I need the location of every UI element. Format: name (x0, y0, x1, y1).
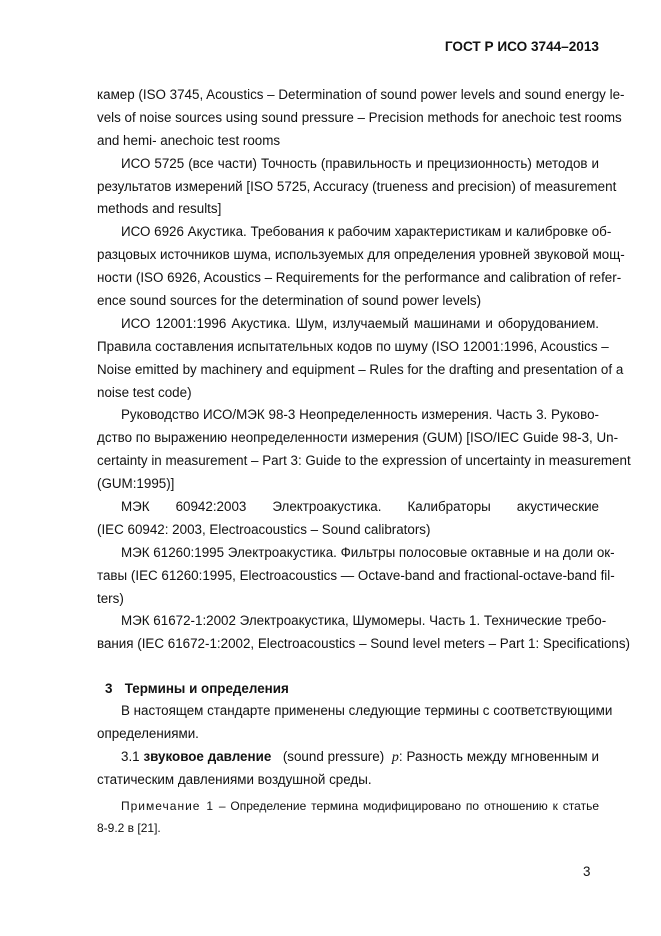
reference-line: (IEC 60942: 2003, Electroacoustics – Sound calibrators) (97, 521, 431, 537)
reference-line: МЭК 60942:2003 Электроакустика. Калибраторы акустические (121, 499, 599, 515)
reference-line: МЭК 61260:1995 Электроакустика. Фильтры полосовые октавные и на доли ок- (121, 544, 615, 560)
reference-line: разцовых источников шума, используемых для определения уровней звуковой мощ- (97, 247, 625, 263)
document-body (97, 84, 631, 839)
reference-line: ИСО 12001:1996 Акустика. Шум, излучаемый машинами и оборудованием. (121, 315, 599, 331)
note-cont: 8-9.2 в [21]. (97, 820, 161, 835)
term-definition-text: : Разность между мгновенным и (398, 749, 599, 765)
reference-line: ИСО 5725 (все части) Точность (правильность и прецизионность) методов и (121, 155, 599, 171)
reference-line: (GUM:1995)] (97, 476, 175, 492)
reference-line: дство по выражению неопределенности измерения (GUM) [ISO/IEC Guide 98-3, Un- (97, 430, 619, 446)
term-english: (sound pressure) (282, 749, 385, 765)
reference-line: Руководство ИСО/МЭК 98-3 Неопределенность измерения. Часть 3. Руково- (121, 407, 599, 423)
reference-line: Noise emitted by machinery and equipment – Rules for the drafting and presentation of a (97, 361, 624, 377)
section-intro-line: определениями. (97, 726, 199, 742)
note-label: Примечание 1 (121, 798, 214, 813)
reference-line: certainty in measurement – Part 3: Guide to the expression of uncertainty in measurement (97, 453, 631, 469)
reference-line: камер (ISO 3745, Acoustics – Determination of sound power levels and sound energy le- (97, 87, 625, 102)
section-intro-line: В настоящем стандарте применены следующие термины с соответствующими (121, 703, 613, 719)
reference-line: ters) (97, 590, 124, 606)
note-text: – Определение термина модифицировано по отношению к статье (214, 798, 599, 813)
reference-line: МЭК 61672-1:2002 Электроакустика, Шумомеры. Часть 1. Технические требо- (121, 613, 607, 629)
term-symbol: p (391, 750, 399, 766)
reference-line: vels of noise sources using sound pressure – Precision methods for anechoic test rooms (97, 109, 622, 125)
term-definition (97, 746, 599, 769)
reference-line: noise test code) (97, 384, 192, 400)
section-title: Термины и определения (124, 681, 289, 697)
reference-line: вания (IEC 61672-1:2002, Electroacoustics – Sound level meters – Part 1: Specifications) (97, 636, 630, 652)
reference-line: methods and results] (97, 201, 222, 217)
document-header: ГОСТ Р ИСО 3744–2013 (444, 39, 599, 54)
reference-line: результатов измерений [ISO 5725, Accuracy (trueness and precision) of measurement (97, 178, 617, 194)
page-number: 3 (583, 864, 591, 879)
term-name: звуковое давление (143, 749, 272, 765)
reference-line: ности (ISO 6926, Acoustics – Requirements for the performance and calibration of refer- (97, 270, 622, 286)
reference-line: ence sound sources for the determination of sound power levels) (97, 293, 482, 309)
term-definition-cont: статическим давлениями воздушной среды. (97, 771, 372, 787)
reference-line: and hemi- anechoic test rooms (97, 132, 281, 148)
reference-line: тавы (IEC 61260:1995, Electroacoustics — Octave-band and fractional-octave-band fil- (97, 567, 615, 583)
reference-line: ИСО 6926 Акустика. Требования к рабочим характеристикам и калибровке об- (121, 224, 612, 240)
section-number: 3 (105, 681, 113, 697)
note (97, 795, 599, 817)
section-heading (97, 677, 599, 700)
reference-line: Правила составления испытательных кодов по шуму (ISO 12001:1996, Acoustics – (97, 338, 609, 354)
normative-references (97, 84, 631, 656)
term-number: 3.1 (121, 749, 140, 765)
